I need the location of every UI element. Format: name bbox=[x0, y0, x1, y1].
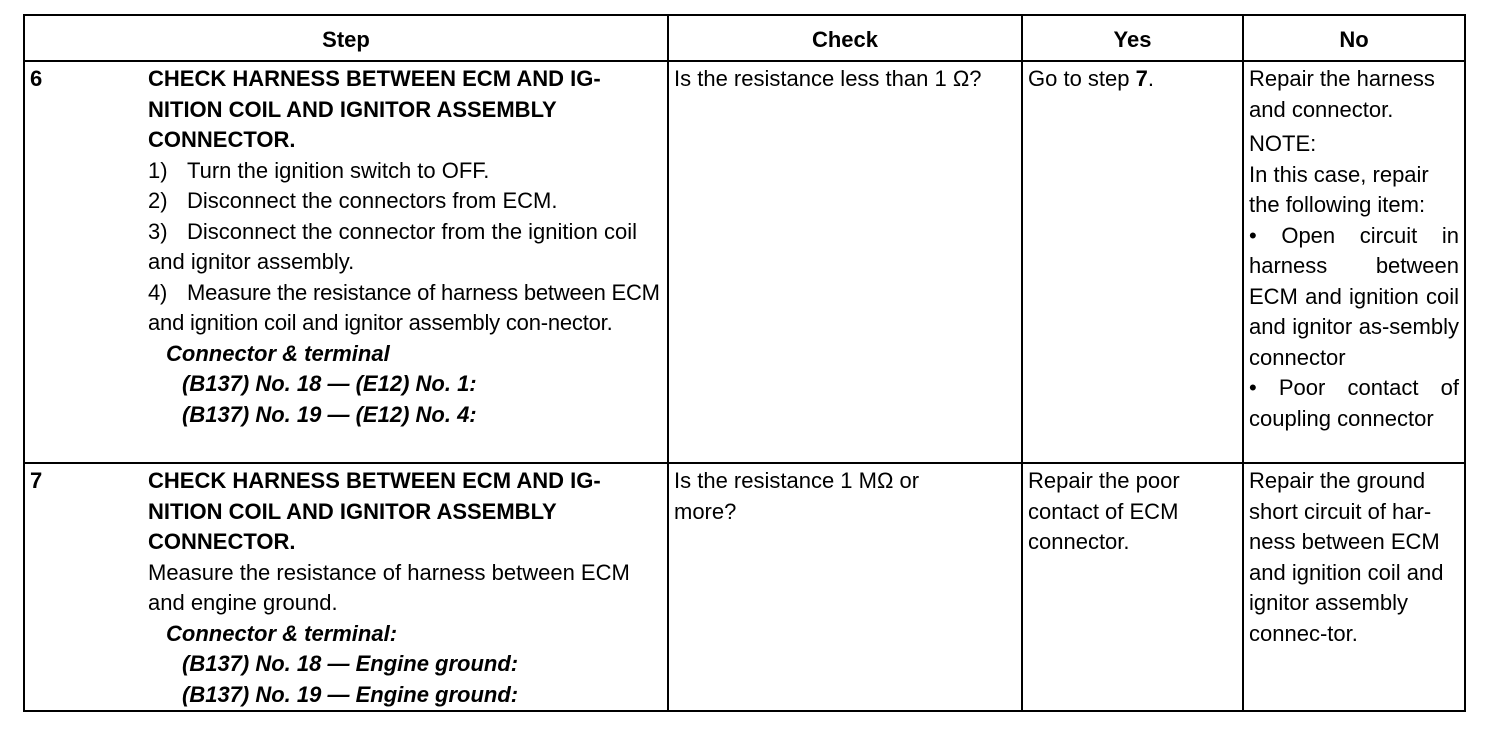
substep-number: 3) bbox=[148, 218, 168, 244]
header-step: Step bbox=[24, 15, 668, 61]
check-cell bbox=[668, 463, 1022, 711]
header-yes: Yes bbox=[1022, 15, 1243, 61]
no-cell bbox=[1243, 463, 1465, 711]
note-label: NOTE: bbox=[1249, 131, 1317, 156]
connector-terminal-line: (B137) No. 18 — Engine ground: bbox=[182, 651, 519, 676]
no-action: Repair the ground short circuit of har-ness between ECM and ignition coil and ignitor assembly connec-tor. bbox=[1249, 468, 1444, 646]
substep bbox=[148, 278, 660, 339]
yes-step-link[interactable]: 7 bbox=[1135, 66, 1148, 91]
step-title: CHECK HARNESS BETWEEN ECM AND IG-NITION COIL AND IGNITOR ASSEMBLY CONNECTOR. bbox=[148, 468, 601, 554]
substep-number: 1) bbox=[148, 157, 168, 183]
substep-text: Measure the resistance of harness between ECM and ignition coil and ignitor assembly con-nector. bbox=[148, 279, 660, 335]
check-question: Is the resistance less than 1 Ω? bbox=[674, 66, 982, 91]
step-number: 7 bbox=[30, 468, 43, 493]
connector-terminal-line: (B137) No. 18 — (E12) No. 1: bbox=[182, 371, 477, 396]
substep bbox=[148, 186, 660, 217]
yes-action: Repair the poor contact of ECM connector. bbox=[1028, 468, 1180, 554]
check-cell bbox=[668, 61, 1022, 463]
substep bbox=[148, 156, 660, 187]
substep-number: 2) bbox=[148, 188, 168, 213]
yes-prefix: Go to step bbox=[1028, 66, 1136, 91]
substep-text: Disconnect the connector from the ignition coil and ignitor assembly. bbox=[148, 218, 638, 274]
substep bbox=[148, 217, 660, 278]
connector-heading: Connector & terminal: bbox=[166, 620, 398, 646]
yes-cell bbox=[1022, 61, 1243, 463]
yes-suffix: . bbox=[1147, 66, 1154, 91]
step-number: 6 bbox=[30, 66, 43, 91]
note-bullet: • Poor contact of coupling connector bbox=[1249, 375, 1459, 431]
step-description: Measure the resistance of harness between ECM and engine ground. bbox=[148, 559, 630, 615]
substep-text: Disconnect the connectors from ECM. bbox=[187, 188, 558, 213]
connector-heading: Connector & terminal bbox=[166, 340, 390, 366]
header-no: No bbox=[1243, 15, 1465, 61]
no-action: Repair the harness and connector. bbox=[1249, 66, 1435, 122]
table-row-step-7 bbox=[24, 463, 1465, 711]
note-bullet: • Open circuit in harness between ECM and ignition coil and ignitor as-sembly connector bbox=[1249, 222, 1459, 370]
connector-terminal-line: (B137) No. 19 — (E12) No. 4: bbox=[182, 401, 477, 427]
substep-text: Turn the ignition switch to OFF. bbox=[187, 157, 490, 183]
header-check: Check bbox=[668, 15, 1022, 61]
step-cell bbox=[24, 61, 668, 463]
yes-cell bbox=[1022, 463, 1243, 711]
step-title: CHECK HARNESS BETWEEN ECM AND IG-NITION COIL AND IGNITOR ASSEMBLY CONNECTOR. bbox=[148, 66, 601, 152]
note-intro: In this case, repair the following item: bbox=[1249, 161, 1429, 217]
step-cell bbox=[24, 463, 668, 711]
connector-terminal-line: (B137) No. 19 — Engine ground: bbox=[182, 681, 519, 707]
yes-action bbox=[1028, 62, 1237, 95]
no-cell bbox=[1243, 61, 1465, 463]
table-row-step-6 bbox=[24, 61, 1465, 463]
check-question: Is the resistance 1 MΩ or more? bbox=[674, 468, 920, 524]
substep-number: 4) bbox=[148, 279, 168, 305]
header-row bbox=[24, 15, 1465, 61]
diagnostic-table bbox=[23, 14, 1466, 712]
